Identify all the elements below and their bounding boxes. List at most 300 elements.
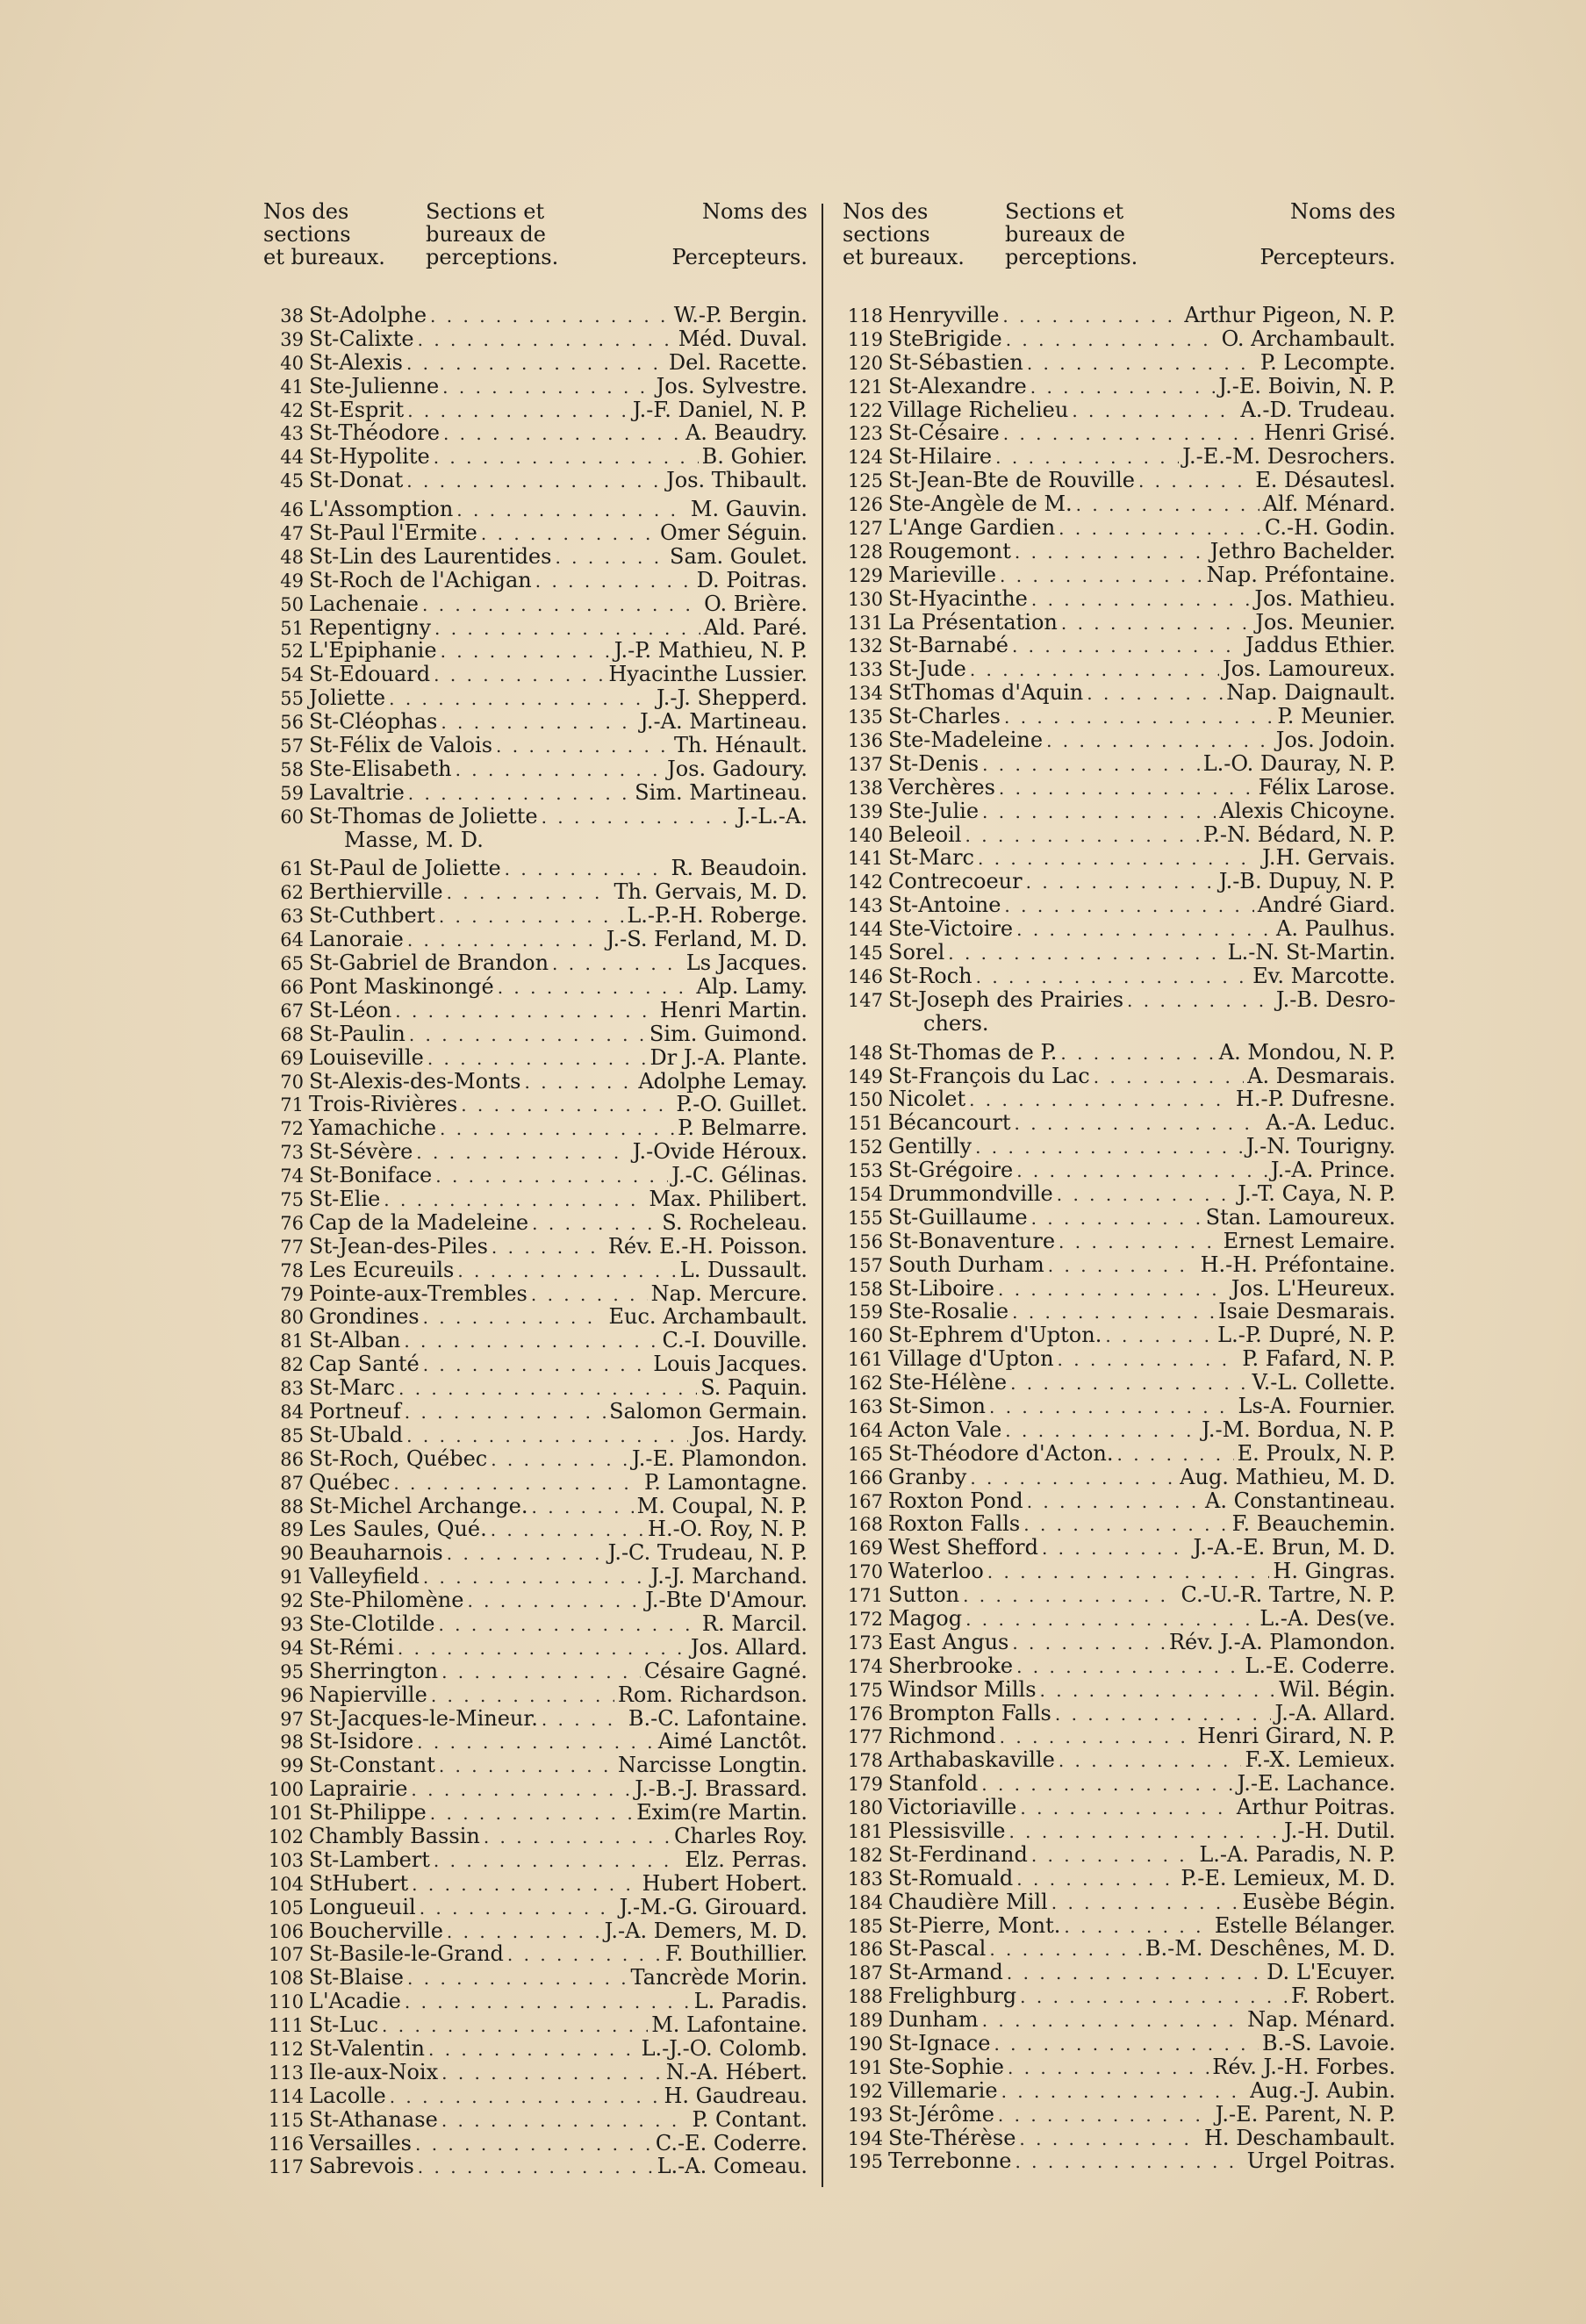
section-number: 106 (268, 1920, 304, 1942)
table-row (843, 1065, 1396, 1088)
bureau-name: Contrecoeur (888, 869, 1023, 894)
section-number: 60 (280, 806, 304, 828)
bureau-name: StThomas d'Aquin (888, 680, 1084, 706)
section-number: 173 (847, 1632, 883, 1653)
bureau-name: St-Jacques-le-Mineur. (309, 1705, 538, 1731)
percepteur-name: H.-P. Dufresne. (1235, 1087, 1396, 1112)
bureau-name: Village Richelieu (888, 397, 1069, 422)
bureau-name: St-Marc (888, 845, 974, 871)
percepteur-name: Hubert Hobert. (642, 1870, 807, 1896)
table-row (843, 445, 1396, 469)
bureau-name: St-Marc (309, 1375, 395, 1401)
table-header (843, 200, 1396, 288)
bureau-name: St-Armand (888, 1960, 1003, 1985)
bureau-name: St-Simon (888, 1393, 986, 1418)
percepteur-name: L.-A. Paradis, N. P. (1199, 1841, 1396, 1867)
percepteur-name: Aimé Lanctôt. (657, 1729, 807, 1754)
dot-leader (491, 1518, 644, 1542)
section-number: 86 (280, 1448, 304, 1470)
header-line: et bureaux. (263, 245, 385, 269)
bureau-name: Ste-Angèle de M. (888, 491, 1073, 517)
section-number: 183 (847, 1868, 883, 1890)
dot-leader (1058, 1348, 1239, 1372)
bureau-name: Ste-Madeleine (888, 728, 1044, 753)
table-row (263, 616, 807, 640)
dot-leader (1040, 1679, 1276, 1703)
dot-leader (434, 617, 700, 641)
section-number: 83 (280, 1378, 304, 1400)
section-number: 107 (268, 1944, 304, 1966)
dot-leader (1007, 1962, 1263, 1985)
percepteur-name: M. Lafontaine. (651, 2012, 807, 2038)
dot-leader (995, 446, 1179, 470)
table-row (843, 2032, 1396, 2055)
dot-leader (405, 1990, 691, 2014)
bureau-name: Québec (309, 1469, 391, 1495)
bureau-name: St-Denis (888, 750, 980, 776)
bureau-name: St-Alban (309, 1328, 401, 1353)
section-number: 120 (847, 352, 883, 374)
bureau-name: St-Romuald (888, 1865, 1014, 1890)
table-row (843, 1796, 1396, 1819)
section-number: 191 (847, 2056, 883, 2078)
bureau-name: SteBrigide (888, 326, 1002, 351)
dot-leader (1012, 1632, 1166, 1655)
dot-leader (430, 305, 671, 328)
dot-leader (1000, 564, 1203, 588)
percepteur-name: A. Beaudry. (685, 420, 807, 446)
bureau-name: Louiseville (309, 1044, 424, 1070)
table-row (263, 857, 807, 880)
dot-leader (384, 1188, 645, 1212)
section-number: 195 (847, 2151, 883, 2173)
bureau-name: St-Hyacinthe (888, 585, 1028, 611)
percepteur-name: Alf. Ménard. (1262, 491, 1396, 517)
table-row (263, 1541, 807, 1565)
section-number: 121 (847, 376, 883, 398)
dot-leader (467, 1589, 642, 1613)
percepteur-name: C.-U.-R. Tartre, N. P. (1181, 1582, 1396, 1608)
bureau-name: St-Théodore d'Acton. (888, 1440, 1114, 1466)
dot-leader (1012, 635, 1242, 658)
section-number: 43 (280, 423, 304, 445)
table-row (843, 1087, 1396, 1111)
table-row (263, 1896, 807, 1919)
table-row (843, 1418, 1396, 1442)
dot-leader (982, 753, 1200, 777)
table-row (843, 1158, 1396, 1182)
table-row (843, 870, 1396, 893)
left-column (263, 200, 807, 2178)
entries-list (843, 304, 1396, 2173)
table-row (843, 1702, 1396, 1725)
bureau-name: Acton Vale (888, 1417, 1002, 1442)
percepteur-name: Alexis Chicoyne. (1219, 798, 1396, 823)
table-row (263, 2108, 807, 2132)
table-row (843, 611, 1396, 635)
percepteur-name: Méd. Duval. (678, 326, 807, 351)
percepteur-name: Jethro Bachelder. (1209, 538, 1396, 563)
bureau-name: Rougemont (888, 538, 1011, 563)
percepteur-name: Nap. Préfontaine. (1206, 562, 1396, 587)
dot-leader (406, 470, 663, 493)
section-number: 75 (280, 1188, 304, 1210)
section-number: 91 (280, 1567, 304, 1589)
percepteur-name: Jos. Jodoin. (1275, 728, 1396, 753)
bureau-name: St-Lin des Laurentides (309, 543, 552, 569)
table-row (843, 634, 1396, 657)
section-number: 96 (280, 1684, 304, 1706)
table-row (843, 540, 1396, 563)
percepteur-name: L.-E. Coderre. (1245, 1653, 1396, 1678)
section-number: 51 (280, 617, 304, 639)
table-row (263, 1282, 807, 1306)
bureau-name: St-Roch de l'Achigan (309, 567, 532, 592)
percepteur-name: B.-C. Lafontaine. (628, 1705, 807, 1731)
dot-leader (531, 1283, 648, 1307)
dot-leader (442, 376, 652, 399)
bureau-name: Grondines (309, 1304, 420, 1330)
table-row (263, 1305, 807, 1329)
table-row (263, 1777, 807, 1801)
bureau-name: Arthabaskaville (888, 1747, 1055, 1773)
section-number: 140 (847, 824, 883, 846)
percepteur-name: L.-P.-H. Roberge. (627, 903, 807, 929)
bureau-name: St-Césaire (888, 420, 1000, 446)
bureau-name: Verchères (888, 774, 995, 800)
dot-leader (1000, 1725, 1195, 1749)
percepteur-name: H. Gaudreau. (664, 2083, 807, 2108)
header-line: Nos des (843, 199, 929, 224)
section-number: 139 (847, 800, 883, 822)
bureau-name: Laprairie (309, 1776, 408, 1802)
bureau-name: Ste-Hélène (888, 1370, 1008, 1395)
section-number: 133 (847, 659, 883, 681)
section-number: 185 (847, 1915, 883, 1937)
dot-leader (948, 942, 1224, 965)
section-number: 98 (280, 1732, 304, 1754)
section-number: 94 (280, 1637, 304, 1659)
percepteur-name: V.-L. Collette. (1252, 1370, 1396, 1395)
section-number: 184 (847, 1891, 883, 1913)
table-row (263, 1801, 807, 1825)
dot-leader (976, 965, 1250, 989)
percepteur-name: J.-E. Plamondon. (632, 1445, 807, 1471)
dot-leader (456, 758, 664, 782)
table-row (263, 734, 807, 757)
percepteur-name: J.-C. Gélinas. (671, 1163, 807, 1188)
dot-leader (1027, 352, 1257, 376)
table-row (843, 492, 1396, 516)
header-line: Noms des (1289, 199, 1396, 224)
percepteur-name: Henri Martin. (659, 997, 807, 1022)
bureau-name: Ste-Rosalie (888, 1299, 1009, 1324)
table-row (263, 951, 807, 975)
table-row (843, 752, 1396, 776)
header-line: bureaux de (1005, 222, 1125, 247)
percepteur-name: Sim. Martineau. (635, 779, 807, 805)
header-line: bureaux de (426, 222, 546, 247)
bureau-name: St-Blaise (309, 1965, 405, 1990)
dot-leader (1008, 2056, 1209, 2080)
section-number: 131 (847, 612, 883, 634)
bureau-name: Ste-Victoire (888, 916, 1014, 942)
bureau-name: Chaudière Mill (888, 1889, 1048, 1914)
percepteur-name: Narcisse Longtin. (618, 1753, 807, 1778)
table-row (263, 1164, 807, 1187)
dot-leader (422, 593, 700, 617)
bureau-name: South Durham (888, 1252, 1044, 1277)
section-number: 164 (847, 1419, 883, 1441)
percepteur-name: Urgel Poitras. (1246, 2148, 1396, 2174)
dot-leader (505, 857, 668, 881)
section-number: 42 (280, 399, 304, 421)
percepteur-name: Félix Larose. (1258, 774, 1396, 800)
percepteur-name: L.-P. Dupré, N. P. (1217, 1323, 1396, 1348)
section-number: 40 (280, 352, 304, 374)
section-number: 193 (847, 2104, 883, 2126)
section-number: 145 (847, 943, 883, 965)
bureau-name: St-Hypolite (309, 444, 430, 470)
percepteur-name: P. Fafard, N. P. (1242, 1346, 1396, 1372)
section-number: 151 (847, 1113, 883, 1135)
percepteur-name: F.-X. Lemieux. (1245, 1747, 1396, 1773)
dot-leader (975, 1136, 1243, 1159)
table-row (263, 2037, 807, 2061)
percepteur-name: Salomon Germain. (609, 1398, 807, 1424)
bureau-name: West Shefford (888, 1535, 1038, 1560)
percepteur-name: A. Constantineau. (1205, 1488, 1396, 1513)
bureau-name: St-Jude (888, 656, 966, 682)
section-number: 58 (280, 758, 304, 780)
percepteur-name: Omer Séguin. (660, 520, 807, 546)
dot-leader (1060, 1042, 1215, 1065)
percepteur-name: Henri Grisé. (1264, 420, 1396, 446)
table-row (843, 1230, 1396, 1253)
dot-leader (405, 1401, 606, 1424)
bureau-name: St-Paulin (309, 1021, 405, 1046)
section-number: 52 (280, 641, 304, 663)
section-number: 87 (280, 1472, 304, 1494)
section-number: 177 (847, 1726, 883, 1748)
section-number: 99 (280, 1755, 304, 1777)
bureau-name: Pointe-aux-Trembles (309, 1280, 527, 1306)
table-row (263, 1848, 807, 1872)
table-row (263, 521, 807, 545)
dot-leader (542, 806, 734, 829)
bureau-name: St-Jérôme (888, 2101, 994, 2127)
table-row (263, 1022, 807, 1046)
table-row (263, 1329, 807, 1352)
dot-leader (417, 1731, 655, 1754)
bureau-name: Chambly Bassin (309, 1824, 480, 1848)
section-number: 194 (847, 2127, 883, 2149)
dot-leader (447, 1542, 605, 1566)
bureau-name: L'Acadie (309, 1989, 401, 2014)
section-number: 188 (847, 1986, 883, 2008)
dot-leader (439, 1754, 614, 1778)
bureau-name: St-Valentin (309, 2036, 425, 2062)
section-number: 175 (847, 1679, 883, 1701)
dot-leader (1016, 918, 1273, 942)
section-number: 65 (280, 953, 304, 975)
bureau-name: St-Calixte (309, 326, 414, 351)
dot-leader (434, 1849, 682, 1873)
section-number: 90 (280, 1543, 304, 1565)
bureau-name: Magog (888, 1605, 963, 1631)
dot-leader (1087, 682, 1223, 706)
dot-leader (447, 881, 611, 905)
section-number: 55 (280, 688, 304, 710)
percepteur-name: L.-O. Dauray, N. P. (1202, 750, 1396, 776)
percepteur-name: Arthur Poitras. (1236, 1795, 1396, 1820)
percepteur-name: D. Poitras. (696, 567, 807, 592)
table-row (843, 800, 1396, 823)
dot-leader (435, 1165, 668, 1188)
bureau-name: St-Alexandre (888, 373, 1027, 398)
table-row (263, 1424, 807, 1447)
section-number: 46 (280, 499, 304, 521)
bureau-name: St-Alexis-des-Monts (309, 1068, 521, 1094)
percepteur-name: S. Rocheleau. (662, 1209, 807, 1235)
dot-leader (970, 1467, 1176, 1490)
percepteur-name: J.-J. Shepperd. (656, 685, 807, 711)
bureau-name: Versailles (309, 2130, 412, 2155)
bureau-name: St-François du Lac (888, 1063, 1090, 1088)
section-number: 181 (847, 1821, 883, 1842)
bureau-name: St-Roch, Québec (309, 1445, 488, 1471)
bureau-name: Lacolle (309, 2083, 386, 2108)
dot-leader (965, 824, 1200, 848)
table-row (843, 1819, 1396, 1843)
table-row (843, 351, 1396, 375)
dot-leader (1004, 894, 1254, 918)
percepteur-name: Isaie Desmarais. (1218, 1299, 1396, 1324)
bureau-name: St-Paul de Joliette (309, 856, 501, 881)
bureau-name: St-Antoine (888, 893, 1001, 918)
bureau-name: Bécancourt (888, 1110, 1011, 1136)
section-number: 112 (268, 2039, 304, 2061)
dot-leader (420, 1897, 616, 1920)
percepteur-name: L.-A. Des(ve. (1259, 1605, 1396, 1631)
table-row (843, 965, 1396, 988)
percepteur-name: Nap. Ménard. (1247, 2007, 1396, 2033)
section-number: 100 (268, 1779, 304, 1801)
bureau-name: Ste-Julie (888, 798, 980, 823)
bureau-name: St-Hilaire (888, 444, 993, 470)
bureau-name: St-Esprit (309, 397, 405, 422)
percepteur-name: J.H. Gervais. (1262, 845, 1396, 871)
table-row (263, 757, 807, 781)
section-number: 74 (280, 1166, 304, 1187)
section-number: 39 (280, 328, 304, 350)
dot-leader (1051, 1891, 1239, 1915)
bureau-name: St-Lambert (309, 1847, 430, 1872)
percepteur-name: J.-L.-A. (736, 803, 807, 828)
percepteur-name: F. Bouthillier. (664, 1941, 807, 1967)
header-line: sections (843, 222, 930, 247)
dot-leader (406, 352, 665, 376)
bureau-name: Ste-Thérèse (888, 2125, 1016, 2150)
dot-leader (441, 2062, 663, 2085)
bureau-name: L'Epiphanie (309, 638, 437, 663)
percepteur-name: Césaire Gagné. (643, 1658, 807, 1683)
dot-leader (1005, 1419, 1198, 1443)
percepteur-name: J.-E.-M. Desrochers. (1182, 444, 1396, 470)
section-number: 176 (847, 1703, 883, 1725)
percepteur-name: Arthur Pigeon, N. P. (1184, 303, 1396, 327)
table-row (263, 1376, 807, 1400)
table-row (843, 304, 1396, 327)
dot-leader (412, 1873, 638, 1897)
table-row (843, 1489, 1396, 1513)
dot-leader (1004, 706, 1274, 729)
percepteur-name: Elz. Perras. (685, 1847, 807, 1872)
bureau-name: St-Bonaventure (888, 1228, 1056, 1253)
bureau-name: St-Ignace (888, 2031, 991, 2056)
right-column (843, 200, 1396, 2173)
table-row (263, 928, 807, 951)
bureau-name: St-Ferdinand (888, 1841, 1028, 1867)
bureau-name: St-Luc (309, 2012, 379, 2038)
table-row (263, 592, 807, 616)
dot-leader (1057, 1183, 1234, 1207)
percepteur-name: Ls-A. Fournier. (1238, 1393, 1396, 1418)
table-row (263, 1259, 807, 1282)
dot-leader (532, 1212, 658, 1236)
dot-leader (423, 1353, 649, 1377)
dot-leader (987, 1560, 1270, 1584)
percepteur-name: E. Proulx, N. P. (1237, 1440, 1396, 1466)
percepteur-name: E. Désautesl. (1255, 468, 1396, 493)
percepteur-name: J.-A. Allard. (1274, 1700, 1396, 1725)
table-row (263, 1495, 807, 1518)
table-row (263, 445, 807, 469)
bureau-name: Terrebonne (888, 2148, 1012, 2174)
table-row (263, 498, 807, 521)
percepteur-name: J.-A. Prince. (1270, 1158, 1396, 1183)
header-line: perceptions. (1005, 245, 1138, 269)
section-number: 71 (280, 1094, 304, 1116)
bureau-name: Trois-Rivières (309, 1092, 458, 1117)
table-row (263, 686, 807, 710)
percepteur-name: P. Contant. (692, 2106, 807, 2132)
table-row (843, 2055, 1396, 2079)
bureau-name: Pont Maskinongé (309, 973, 494, 999)
bureau-name: Victoriaville (888, 1795, 1017, 1820)
section-number: 144 (847, 919, 883, 941)
header-line: sections (263, 222, 351, 247)
dot-leader (507, 1943, 662, 1967)
bureau-name: Dunham (888, 2007, 979, 2033)
dot-leader (1055, 1703, 1272, 1726)
dot-leader (1046, 729, 1273, 753)
table-row (843, 988, 1396, 1012)
table-row (843, 1206, 1396, 1230)
bureau-name: St-Thomas de P. (888, 1039, 1058, 1065)
bureau-name: Sherbrooke (888, 1653, 1014, 1678)
dot-leader (431, 1684, 614, 1708)
dot-leader (1127, 989, 1273, 1013)
dot-leader (492, 1236, 605, 1259)
dot-leader (418, 2155, 654, 2179)
table-row (263, 1730, 807, 1754)
header-percepteurs (658, 200, 807, 269)
section-number: 59 (280, 782, 304, 804)
dot-leader (1027, 1490, 1202, 1514)
table-row (843, 1890, 1396, 1914)
section-number: 111 (268, 2015, 304, 2037)
